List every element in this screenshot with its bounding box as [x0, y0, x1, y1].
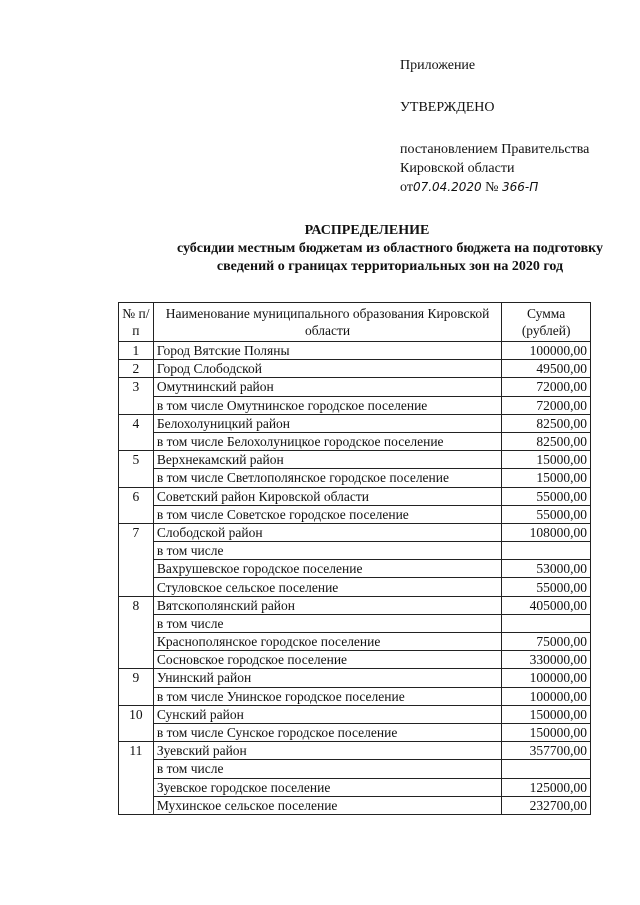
- approved-label: УТВЕРЖДЕНО: [400, 100, 495, 115]
- subsidy-sum: 55000,00: [502, 505, 591, 523]
- subsidy-sum: [502, 760, 591, 778]
- municipality-name: Краснополянское городское поселение: [153, 633, 501, 651]
- subsidy-sum: 232700,00: [502, 796, 591, 814]
- table-row: [119, 669, 591, 687]
- municipality-name: в том числе Сунское городское поселение: [153, 723, 501, 741]
- table-row: [119, 469, 591, 487]
- document-title: [60, 222, 640, 276]
- municipality-name: в том числе Унинское городское поселение: [153, 687, 501, 705]
- table-row: [119, 687, 591, 705]
- row-number: 1: [119, 342, 154, 360]
- row-number: 8: [119, 596, 154, 669]
- resolution-date-number: [400, 178, 589, 197]
- subsidy-sum: 405000,00: [502, 596, 591, 614]
- municipality-name: Город Вятские Поляны: [153, 342, 501, 360]
- municipality-name: в том числе Советское городское поселение: [153, 505, 501, 523]
- subsidy-sum: 15000,00: [502, 451, 591, 469]
- subsidy-sum: 82500,00: [502, 432, 591, 450]
- subsidy-sum: [502, 614, 591, 632]
- subsidy-sum: 330000,00: [502, 651, 591, 669]
- table-row: [119, 705, 591, 723]
- municipality-name: Вятскополянский район: [153, 596, 501, 614]
- table-body: [119, 342, 591, 815]
- table-header-row: [119, 303, 591, 342]
- table-row: [119, 396, 591, 414]
- row-number: 7: [119, 523, 154, 596]
- municipality-name: Сунский район: [153, 705, 501, 723]
- subsidy-sum: 72000,00: [502, 396, 591, 414]
- resolution-line-1: постановлением Правительства: [400, 142, 590, 157]
- table-row: [119, 596, 591, 614]
- header-sum: Сумма (рублей): [502, 303, 591, 342]
- subsidy-sum: 53000,00: [502, 560, 591, 578]
- subsidy-sum: [502, 542, 591, 560]
- distribution-table: [118, 302, 591, 815]
- subsidy-sum: 72000,00: [502, 378, 591, 396]
- municipality-name: Город Слободской: [153, 360, 501, 378]
- title-line-1: РАСПРЕДЕЛЕНИЕ: [304, 223, 430, 238]
- approval-header: [400, 56, 589, 197]
- subsidy-sum: 357700,00: [502, 742, 591, 760]
- table-row: [119, 360, 591, 378]
- row-number: 6: [119, 487, 154, 523]
- title-line-3: сведений о границах территориальных зон на 2020 год: [216, 259, 564, 274]
- table-row: [119, 560, 591, 578]
- resolution-line-2: Кировской области: [400, 161, 515, 176]
- table-row: [119, 451, 591, 469]
- subsidy-sum: 55000,00: [502, 578, 591, 596]
- subsidy-sum: 75000,00: [502, 633, 591, 651]
- appendix-label: Приложение: [400, 58, 476, 73]
- municipality-name: Сосновское городское поселение: [153, 651, 501, 669]
- table-row: [119, 796, 591, 814]
- subsidy-sum: 82500,00: [502, 414, 591, 432]
- municipality-name: в том числе Омутнинское городское поселение: [153, 396, 501, 414]
- title-line-2: субсидии местным бюджетам из областного бюджета на подготовку: [176, 241, 604, 256]
- subsidy-sum: 125000,00: [502, 778, 591, 796]
- table-row: [119, 342, 591, 360]
- date-prefix: от: [400, 180, 413, 195]
- subsidy-sum: 108000,00: [502, 523, 591, 541]
- municipality-name: в том числе Белохолуницкое городское поселение: [153, 432, 501, 450]
- table-row: [119, 633, 591, 651]
- row-number: 3: [119, 378, 154, 414]
- row-number: 2: [119, 360, 154, 378]
- table-row: [119, 505, 591, 523]
- subsidy-sum: 100000,00: [502, 342, 591, 360]
- subsidy-sum: 15000,00: [502, 469, 591, 487]
- table-row: [119, 414, 591, 432]
- table-row: [119, 760, 591, 778]
- table-row: [119, 651, 591, 669]
- municipality-name: Советский район Кировской области: [153, 487, 501, 505]
- table-row: [119, 487, 591, 505]
- table-row: [119, 578, 591, 596]
- table-row: [119, 523, 591, 541]
- subsidy-sum: 100000,00: [502, 687, 591, 705]
- municipality-name: Унинский район: [153, 669, 501, 687]
- row-number: 5: [119, 451, 154, 487]
- municipality-name: Белохолуницкий район: [153, 414, 501, 432]
- municipality-name: в том числе: [153, 614, 501, 632]
- municipality-name: Зуевское городское поселение: [153, 778, 501, 796]
- municipality-name: Зуевский район: [153, 742, 501, 760]
- municipality-name: в том числе Светлополянское городское поселение: [153, 469, 501, 487]
- subsidy-sum: 49500,00: [502, 360, 591, 378]
- number-prefix: №: [485, 180, 499, 195]
- row-number: 9: [119, 669, 154, 705]
- table-row: [119, 742, 591, 760]
- subsidy-sum: 150000,00: [502, 723, 591, 741]
- subsidy-sum: 150000,00: [502, 705, 591, 723]
- municipality-name: Слободской район: [153, 523, 501, 541]
- row-number: 4: [119, 414, 154, 450]
- table-row: [119, 614, 591, 632]
- table-row: [119, 542, 591, 560]
- municipality-name: Стуловское сельское поселение: [153, 578, 501, 596]
- municipality-name: в том числе: [153, 542, 501, 560]
- table-row: [119, 432, 591, 450]
- table-row: [119, 378, 591, 396]
- handwritten-number: 366-П: [502, 180, 539, 194]
- table-row: [119, 778, 591, 796]
- subsidy-sum: 55000,00: [502, 487, 591, 505]
- municipality-name: Верхнекамский район: [153, 451, 501, 469]
- row-number: 11: [119, 742, 154, 815]
- municipality-name: Мухинское сельское поселение: [153, 796, 501, 814]
- municipality-name: Омутнинский район: [153, 378, 501, 396]
- municipality-name: Вахрушевское городское поселение: [153, 560, 501, 578]
- row-number: 10: [119, 705, 154, 741]
- header-name: Наименование муниципального образования Кировской области: [153, 303, 501, 342]
- table-row: [119, 723, 591, 741]
- municipality-name: в том числе: [153, 760, 501, 778]
- subsidy-sum: 100000,00: [502, 669, 591, 687]
- header-num: № п/п: [119, 303, 154, 342]
- handwritten-date: 07.04.2020: [412, 180, 482, 194]
